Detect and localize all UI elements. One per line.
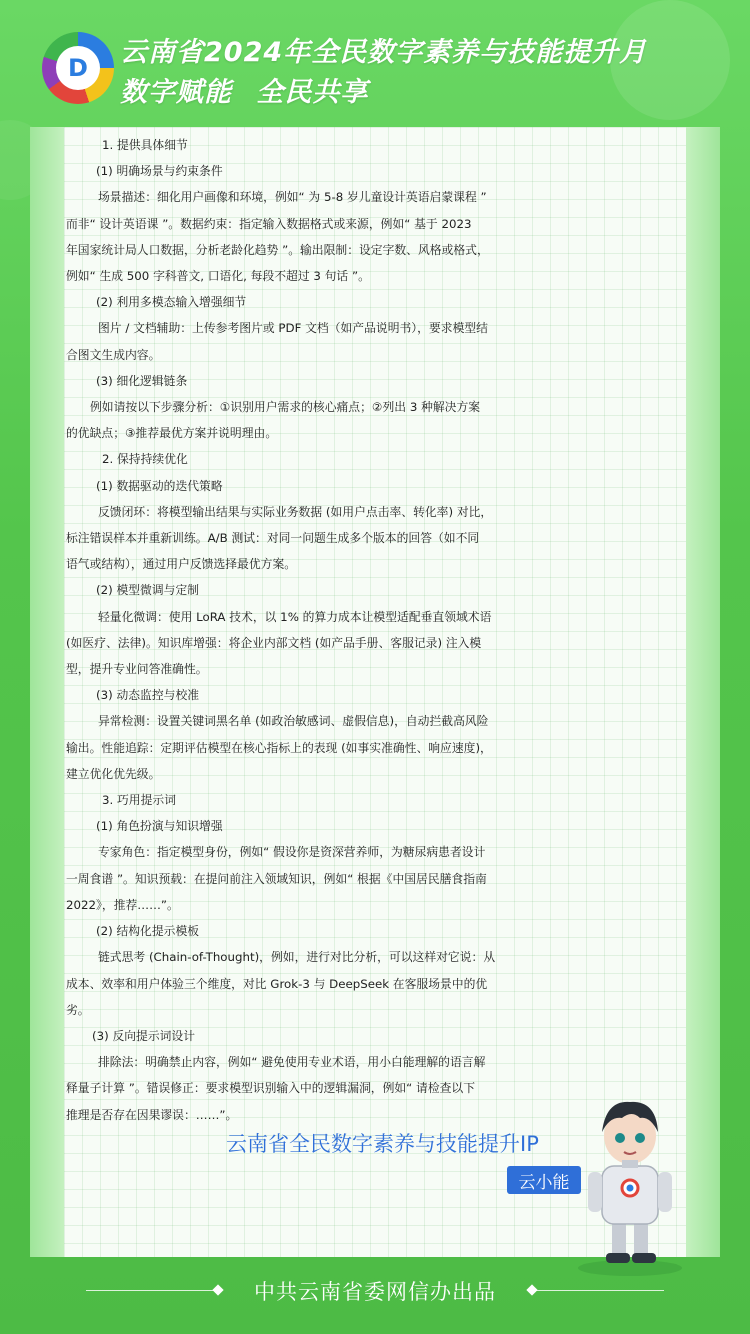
ip-title: 云南省全民数字素养与技能提升IP [226, 1132, 539, 1156]
paragraph-line: 建立优化优先级。 [66, 766, 161, 781]
subsection-heading: (3) 细化逻辑链条 [96, 373, 188, 388]
logo-icon [42, 32, 114, 104]
paragraph-line: 型，提升专业问答准确性。 [66, 662, 208, 677]
ip-badge: 云小能 [507, 1166, 581, 1194]
subsection-heading: (3) 反向提示词设计 [92, 1028, 196, 1043]
paragraph-line: 轻量化微调：使用 LoRA 技术，以 1% 的算力成本让模型适配垂直领域术语 [98, 609, 492, 624]
section-heading: 1. 提供具体细节 [102, 138, 188, 152]
paragraph-line: 链式思考 (Chain-of-Thought)，例如，进行对比分析，可以这样对它说：从 [98, 950, 496, 965]
paragraph-line: 一周食谱 ”。知识预载：在提问前注入领域知识，例如“ 根据《中国居民膳食指南 [66, 871, 487, 886]
subsection-heading: (2) 利用多模态输入增强细节 [96, 295, 247, 310]
logo-letter: D [56, 46, 100, 90]
page-title: 云南省2024年全民数字素养与技能提升月 [120, 37, 648, 68]
section-heading: 2. 保持持续优化 [102, 452, 188, 467]
paragraph-line: 的优缺点；③推荐最优方案并说明理由。 [66, 426, 278, 441]
paragraph-line: 例如请按以下步骤分析：①识别用户需求的核心痛点；②列出 3 种解决方案 [90, 400, 481, 415]
subsection-heading: (1) 角色扮演与知识增强 [96, 819, 223, 834]
paragraph-line: 反馈闭环：将模型输出结果与实际业务数据 (如用户点击率、转化率) 对比， [98, 504, 493, 519]
paragraph-line: 输出。性能追踪：定期评估模型在核心指标上的表现 (如事实准确性、响应速度)， [66, 740, 492, 755]
subsection-heading: (3) 动态监控与校准 [96, 688, 200, 703]
article-body [66, 132, 686, 1128]
paragraph-line: 劣。 [66, 1002, 90, 1017]
book-page-left [30, 127, 68, 1257]
paragraph-line: 图片 / 文档辅助：上传参考图片或 PDF 文档（如产品说明书），要求模型结 [98, 321, 488, 336]
paragraph-line: 年国家统计局人口数据，分析老龄化趋势 ”。输出限制：设定字数、风格或格式， [66, 242, 489, 257]
paragraph-line: 排除法：明确禁止内容，例如“ 避免使用专业术语，用小白能理解的语言解 [98, 1055, 486, 1070]
subsection-heading: (2) 模型微调与定制 [96, 583, 200, 598]
paragraph-line: 推理是否存在因果谬误：……”。 [66, 1107, 238, 1122]
subsection-heading: (2) 结构化提示模板 [96, 924, 200, 939]
page-subtitle: 数字赋能 全民共享 [120, 77, 369, 108]
paragraph-line: 场景描述：细化用户画像和环境，例如“ 为 5-8 岁儿童设计英语启蒙课程 ” [98, 190, 487, 205]
paragraph-line: 而非“ 设计英语课 ”。数据约束：指定输入数据格式或来源，例如“ 基于 2023 [66, 216, 472, 231]
footer-divider-right [536, 1290, 664, 1291]
paragraph-line: 成本、效率和用户体验三个维度，对比 Grok-3 与 DeepSeek 在客服场景中的优 [66, 976, 488, 991]
paragraph-line: 合图文生成内容。 [66, 347, 161, 362]
paragraph-line: 专家角色：指定模型身份，例如“ 假设你是资深营养师，为糖尿病患者设计 [98, 845, 486, 860]
paragraph-line: 例如“ 生成 500 字科普文, 口语化, 每段不超过 3 句话 ”。 [66, 269, 370, 284]
paragraph-line: 释量子计算 ”。错误修正：要求模型识别输入中的逻辑漏洞，例如“ 请检查以下 [66, 1081, 476, 1096]
paragraph-line: 语气或结构），通过用户反馈选择最优方案。 [66, 557, 297, 572]
mascot-robot-illustration [570, 1088, 690, 1278]
paragraph-line: (如医疗、法律)。知识库增强：将企业内部文档 (如产品手册、客服记录) 注入模 [66, 635, 482, 650]
subsection-heading: (1) 数据驱动的迭代策略 [96, 478, 223, 493]
subsection-heading: (1) 明确场景与约束条件 [96, 164, 223, 179]
footer-credit: 中共云南省委网信办出品 [254, 1280, 496, 1304]
paragraph-line: 标注错误样本并重新训练。A/B 测试：对同一问题生成多个版本的回答（如不同 [66, 531, 480, 546]
paragraph-line: 异常检测：设置关键词黑名单 (如政治敏感词、虚假信息)，自动拦截高风险 [98, 714, 489, 729]
paragraph-line: 2022》，推荐……”。 [66, 897, 179, 912]
section-heading: 3. 巧用提示词 [102, 793, 176, 808]
